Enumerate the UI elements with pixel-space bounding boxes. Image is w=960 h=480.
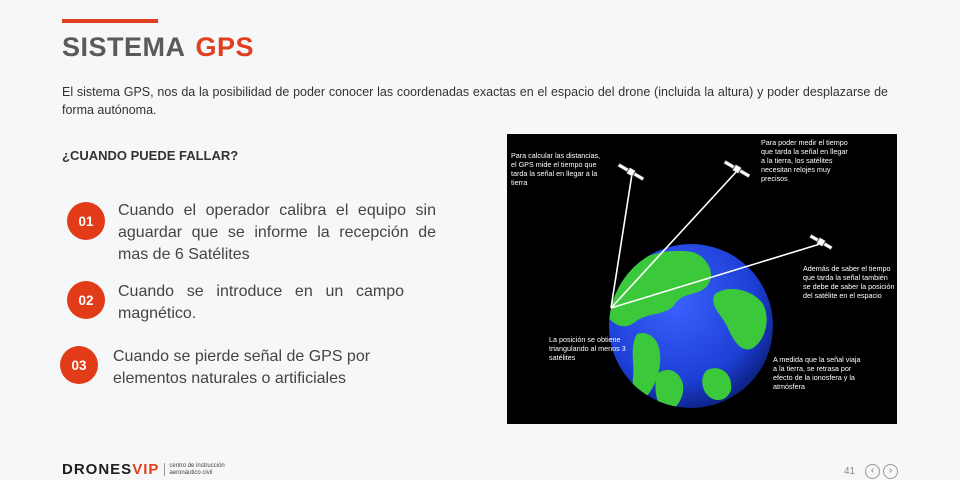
- chevron-left-icon[interactable]: ‹: [865, 464, 880, 479]
- page-number: 41: [844, 466, 856, 477]
- label-clocks: Para poder medir el tiempo que tarda la señal en llegar a la tierra, los satélites necesitan relojes muy precisos: [761, 138, 848, 183]
- brand-subtitle: centro de instrucción aeronáutico civil: [164, 463, 239, 476]
- title-part-2: GPS: [195, 32, 255, 62]
- chevron-right-icon[interactable]: ›: [883, 464, 898, 479]
- label-position: Además de saber el tiempo que tarda la señal también se debe de saber la posición del satélite en el espacio: [803, 264, 895, 300]
- section-question: ¿CUANDO PUEDE FALLAR?: [62, 148, 239, 163]
- brand-accent: VIP: [132, 461, 160, 478]
- brand-logo: [62, 461, 239, 478]
- label-triangulation: La posición se obtiene triangulando al menos 3 satélites: [549, 335, 626, 362]
- label-ionosphere: A medida que la señal viaja a la tierra, se retrasa por efecto de la ionosfera y la atmósfera: [773, 355, 861, 391]
- satellite-icon-3: [809, 233, 833, 250]
- label-distance: Para calcular las distancias, el GPS mide el tiempo que tarda la señal en llegar a la tierra: [511, 151, 601, 187]
- title-part-1: SISTEMA: [62, 32, 186, 62]
- brand-main: DRONES: [62, 461, 133, 478]
- item-03-text: Cuando se pierde señal de GPS por elementos naturales o artificiales: [113, 348, 371, 387]
- item-01-text: Cuando el operador calibra el equipo sin aguardar que se informe la recepción de mas de 6 Satélites: [118, 202, 436, 263]
- badge-03: 03: [60, 346, 98, 384]
- intro-paragraph: El sistema GPS, nos da la posibilidad de poder conocer las coordenadas exactas en el espacio del drone (incluida la altura) y poder desplazarse de forma autónoma.: [62, 85, 888, 117]
- item-02-text: Cuando se introduce en un campo magnético.: [118, 283, 404, 322]
- slide-title: [62, 32, 254, 63]
- title-accent-bar: [62, 19, 158, 23]
- brand-wordmark: [62, 461, 159, 478]
- badge-02: 02: [67, 281, 105, 319]
- satellite-icon-2: [723, 159, 750, 178]
- badge-01: 01: [67, 202, 105, 240]
- gps-diagram: [507, 134, 897, 424]
